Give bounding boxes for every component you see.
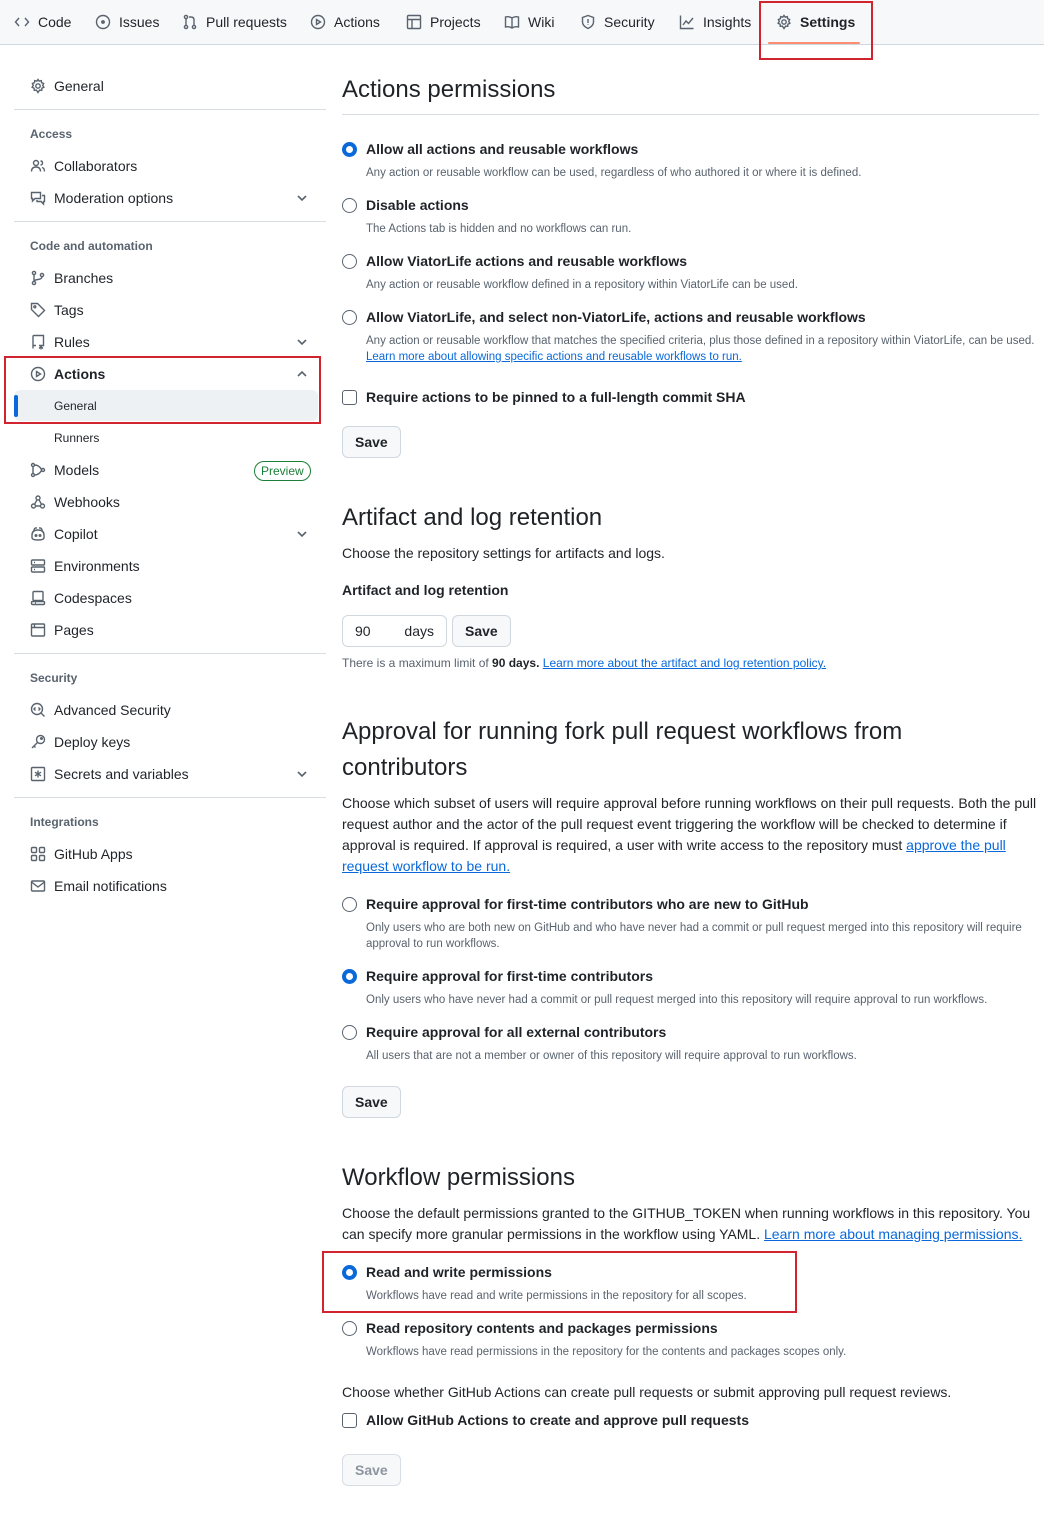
repo-nav [0,0,1044,45]
radio-button[interactable] [342,254,357,269]
radio-button[interactable] [342,198,357,213]
tab-wiki[interactable] [504,0,554,44]
chevron-down-icon[interactable] [296,192,308,204]
sidebar-divider [14,109,326,110]
sidebar-item-label: Email notifications [54,878,167,894]
tab-label: Pull requests [206,14,287,30]
option-description: Any action or reusable workflow defined in a repository within ViatorLife can be used. [366,279,798,291]
sidebar-divider [14,653,326,654]
sidebar-item-label: Copilot [54,526,98,542]
sidebar-item-label: Environments [54,558,140,574]
checkbox[interactable] [342,1413,357,1428]
option-label: Require approval for all external contributors [366,1024,667,1040]
settings-tab-highlight [759,1,873,60]
sidebar-item-label: Rules [54,334,90,350]
tab-label: Insights [703,14,752,30]
heading-divider [342,114,1039,115]
approval-description-text: Choose which subset of users will require approval before running workflows on their pull requests. Both the pull request author and the actor of the pull request event triggering the workflow will be checked to determine if approval is required. If approval is required, a user with write access to the repository must [342,795,1037,853]
option-label: Allow all actions and reusable workflows [366,141,639,157]
option-description: Workflows have read permissions in the repository for the contents and packages scopes only. [366,1346,847,1358]
sidebar-item-label: Webhooks [54,494,120,510]
sidebar-group-security: Security [30,671,78,685]
retention-note-limit: 90 days. [492,656,540,670]
tab-label: Issues [119,14,160,30]
gear-icon [30,78,46,94]
option-label: Read repository contents and packages permissions [366,1320,718,1336]
sidebar-item-email-notifications[interactable] [30,872,167,900]
sidebar-group-integrations: Integrations [30,815,99,829]
sidebar-item-copilot[interactable] [30,520,98,548]
webhook-icon [30,494,46,510]
people-icon [30,158,46,174]
sidebar-item-label: Advanced Security [54,702,171,718]
codespaces-icon [30,590,46,606]
tab-issues[interactable] [95,0,159,44]
apps-icon [30,846,46,862]
tab-label: Actions [334,14,380,30]
checkbox[interactable] [342,390,357,405]
sidebar-item-collaborators[interactable] [30,152,137,180]
option-description: Any action or reusable workflow can be used, regardless of who authored it or where it is defined. [366,167,862,179]
radio-button[interactable] [342,1025,357,1040]
play-icon [310,14,326,30]
actions-permissions-heading: Actions permissions [342,76,556,103]
browser-icon [30,622,46,638]
approval-description [342,793,1039,877]
retention-note-text: There is a maximum limit of [342,656,489,670]
comment-discussion-icon [30,190,46,206]
tab-pull-requests[interactable] [182,0,287,44]
approve-workflow-link[interactable]: approve the pull request workflow to be run. [342,837,1006,874]
sidebar-item-label: Actions [54,366,106,382]
sidebar-item-deploy-keys[interactable] [30,728,130,756]
tab-insights[interactable] [679,0,751,44]
workflow-description [342,1203,1039,1245]
codescan-icon [30,702,46,718]
tab-label: Security [604,14,655,30]
option-label: Require approval for first-time contributors [366,968,654,984]
retention-save-button[interactable]: Save [452,615,511,647]
option-label: Read and write permissions [366,1264,552,1280]
sidebar-divider [14,797,326,798]
sidebar-item-codespaces[interactable] [30,584,132,612]
retention-heading: Artifact and log retention [342,504,603,531]
radio-button[interactable] [342,897,357,912]
pull-request-icon [182,14,198,30]
sidebar-item-models[interactable] [30,456,99,484]
radio-button[interactable] [342,142,357,157]
workflow-save-button[interactable]: Save [342,1454,401,1486]
sidebar-item-advanced-security[interactable] [30,696,171,724]
tab-label: Projects [430,14,481,30]
sidebar-subitem-runners[interactable]: Runners [54,431,100,445]
approval-save-button[interactable]: Save [342,1086,401,1118]
sidebar-item-secrets[interactable] [30,760,189,788]
radio-button[interactable] [342,969,357,984]
sidebar-item-moderation[interactable] [30,184,173,212]
tab-projects[interactable] [406,0,481,44]
tag-icon [30,302,46,318]
sidebar-group-access: Access [30,127,73,141]
ai-model-icon [30,462,46,478]
sidebar-item-webhooks[interactable] [30,488,120,516]
book-icon [504,14,520,30]
option-label: Require approval for first-time contributors who are new to GitHub [366,896,809,912]
tab-label: Settings [800,14,856,30]
tab-code[interactable] [14,0,71,44]
chevron-down-icon[interactable] [296,528,308,540]
preview-badge: Preview [254,461,311,481]
option-description: The Actions tab is hidden and no workflows can run. [366,223,632,235]
tab-label: Wiki [528,14,555,30]
copilot-icon [30,526,46,542]
table-icon [406,14,422,30]
chevron-down-icon[interactable] [296,768,308,780]
workflow-permissions-heading: Workflow permissions [342,1164,575,1191]
sidebar-item-label: Branches [54,270,114,286]
sidebar-item-label: Collaborators [54,158,138,174]
option-label: Allow ViatorLife actions and reusable workflows [366,253,688,269]
sidebar-item-github-apps[interactable] [30,840,133,868]
sidebar-item-label: Pages [54,622,94,638]
key-icon [30,734,46,750]
retention-policy-link[interactable]: Learn more about the artifact and log retention policy. [542,656,827,670]
sidebar-item-tags[interactable] [30,296,84,324]
retention-description: Choose the repository settings for artifacts and logs. [342,545,665,561]
actions-sidebar-highlight [4,356,321,424]
read-write-highlight [322,1251,797,1313]
mail-icon [30,878,46,894]
sidebar-item-label: GitHub Apps [54,846,133,862]
sidebar-item-label: General [54,78,104,94]
retention-days-value: 90 [355,623,371,639]
option-description: Only users who have never had a commit or pull request merged into this repository will require approval to run workflows. [366,994,988,1006]
pr-creation-description: Choose whether GitHub Actions can create pull requests or submit approving pull request reviews. [342,1384,952,1400]
sidebar-item-label: Tags [54,302,84,318]
server-icon [30,558,46,574]
chevron-down-icon[interactable] [296,336,308,348]
option-description [366,333,1036,365]
option-description: All users that are not a member or owner of this repository will require approval to run workflows. [366,1050,857,1062]
sidebar-item-label: Secrets and variables [54,766,189,782]
option-description: Workflows have read and write permissions in the repository for all scopes. [366,1290,747,1302]
sidebar-subitem-actions-general[interactable]: General [54,399,97,413]
option-label: Require actions to be pinned to a full-length commit SHA [366,389,746,405]
sidebar-item-label: Models [54,462,100,478]
learn-more-specific-actions-link[interactable]: Learn more about allowing specific actions and reusable workflows to run. [366,351,742,363]
workflow-description-text: Choose the default permissions granted to the GITHUB_TOKEN when running workflows in this repository. You can specify more granular permissions in the workflow using YAML. [342,1205,1031,1242]
shield-icon [580,14,596,30]
sidebar-item-rules[interactable] [30,328,90,356]
graph-icon [679,14,695,30]
retention-days-input[interactable] [342,615,447,647]
tab-label: Code [38,14,72,30]
sidebar-item-branches[interactable] [30,264,113,292]
sidebar-item-environments[interactable] [30,552,140,580]
sidebar-item-label: Codespaces [54,590,132,606]
sidebar-divider [14,221,326,222]
option-description: Only users who are both new on GitHub and who have never had a commit or pull request merged into this repository will require approval to run workflows. [366,922,1022,950]
repo-push-icon [30,334,46,350]
save-button[interactable]: Save [342,426,401,458]
option-description-text: Any action or reusable workflow that matches the specified criteria, plus those defined in a repository within ViatorLife, can be used. [366,335,1035,347]
sidebar-group-code: Code and automation [30,239,153,253]
git-branch-icon [30,270,46,286]
option-label: Allow GitHub Actions to create and approve pull requests [366,1412,749,1428]
radio-button[interactable] [342,310,357,325]
managing-permissions-link[interactable]: Learn more about managing permissions. [764,1226,1023,1242]
code-icon [14,14,30,30]
radio-button[interactable] [342,1321,357,1336]
approval-heading-line2: contributors [342,754,468,781]
sidebar-item-label: Deploy keys [54,734,131,750]
option-label: Allow ViatorLife, and select non-ViatorLife, actions and reusable workflows [366,309,866,325]
sidebar-item-general[interactable] [30,72,104,100]
asterisk-icon [30,766,46,782]
issue-icon [95,14,111,30]
option-label: Disable actions [366,197,469,213]
retention-days-unit: days [404,623,434,639]
tab-actions[interactable] [310,0,380,44]
approval-heading-line1: Approval for running fork pull request workflows from [342,718,903,745]
retention-note [342,656,826,670]
retention-field-label: Artifact and log retention [342,582,509,598]
tab-security[interactable] [580,0,655,44]
sidebar-item-pages[interactable] [30,616,94,644]
sidebar-item-label: Moderation options [54,190,174,206]
